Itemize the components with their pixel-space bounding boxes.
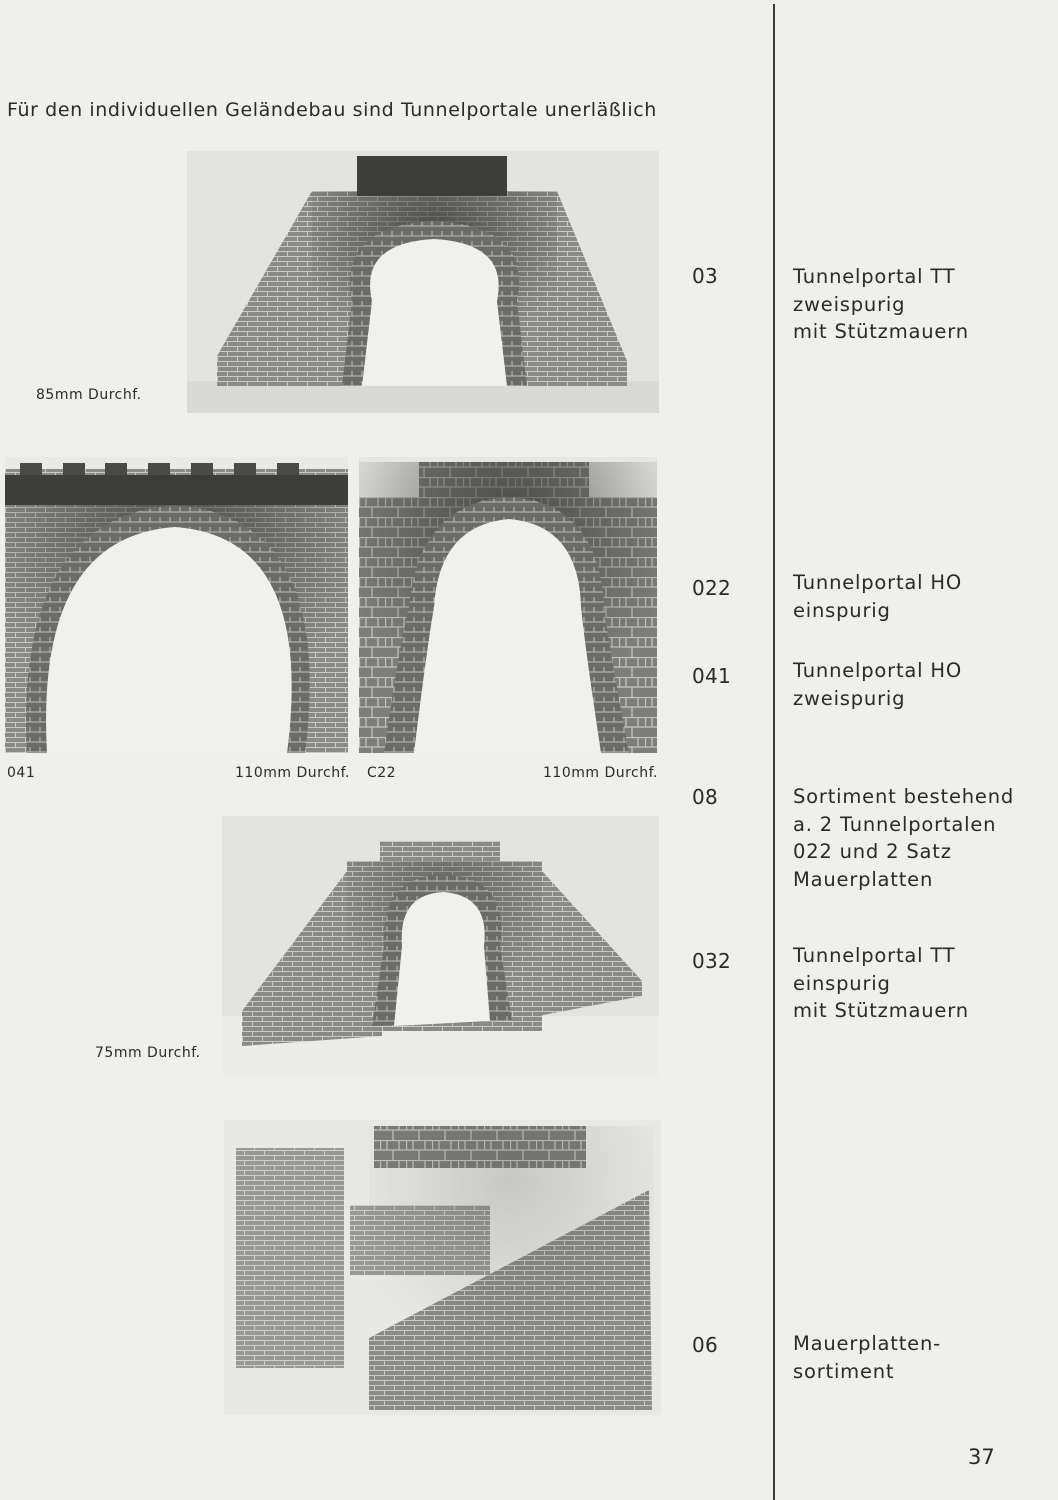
photo-caption: 110mm Durchf. [543,765,658,781]
item-description: Tunnelportal HO zweispurig [793,659,962,710]
item-number: 041 [692,664,732,688]
item-description: Tunnelportal TT einspurig mit Stützmauern [793,944,969,1022]
item-description: Tunnelportal HO einspurig [793,571,962,622]
item-description: Mauerplatten- sortiment [793,1332,941,1383]
photo-caption-code: 041 [7,765,36,781]
item-description: Sortiment bestehend a. 2 Tunnelportalen 022 und 2 Satz Mauerplatten [793,785,1015,891]
item-number: 08 [692,785,719,809]
page-number: 37 [968,1445,995,1469]
item-description: Tunnelportal TT zweispurig mit Stützmauern [793,265,969,343]
column-divider [773,4,775,1500]
photo-caption-code: C22 [367,765,397,781]
item-number: 03 [692,264,719,288]
tunnel-portal-ho-double-photo [5,457,348,753]
item-number: 032 [692,949,732,973]
wall-plates-assortment-photo [224,1120,661,1415]
tunnel-portal-ho-single-photo [359,457,657,753]
page-headline: Für den individuellen Geländebau sind Tunnelportale unerläßlich [7,99,657,121]
photo-caption: 85mm Durchf. [36,387,142,403]
tunnel-portal-tt-double-photo [187,151,659,413]
photo-caption: 110mm Durchf. [235,765,350,781]
tunnel-portal-tt-single-photo [222,816,659,1076]
item-number: 022 [692,576,732,600]
item-number: 06 [692,1333,719,1357]
photo-caption: 75mm Durchf. [95,1045,201,1061]
